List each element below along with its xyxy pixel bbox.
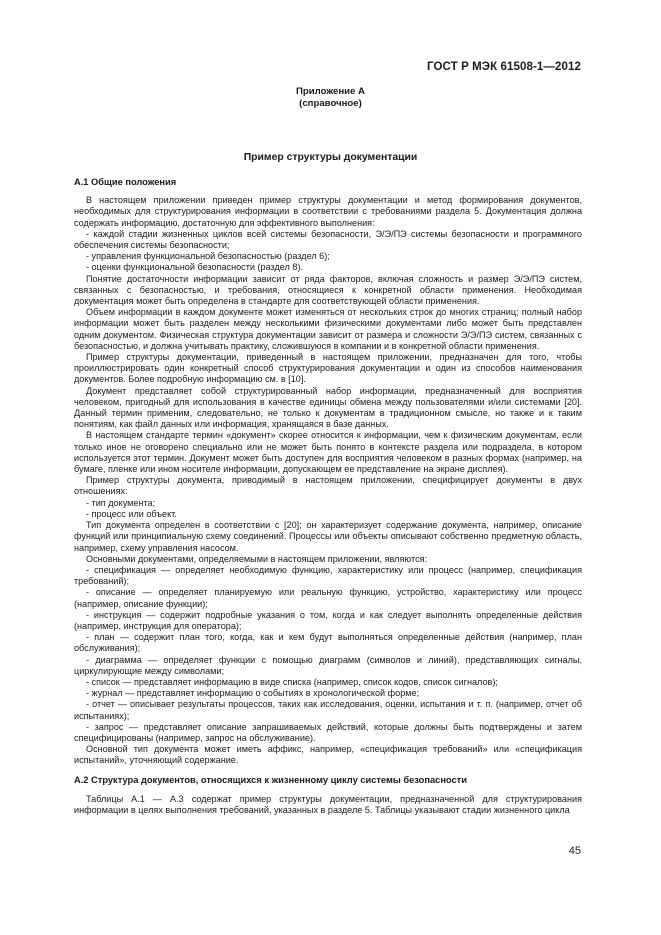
paragraph: Документ представляет собой структурированный набор информации, предназначенный для восприятия человеком, пригодный для использования в качестве единицы обмена между пользователями и/или системами [20]. Данный термин применим, следовательно, не только к документам в традиционном смысле, но также и к таким понятиям, как файл данных или информация, хранящаяся в базе данных. <box>74 385 582 430</box>
paragraph: - диаграмма — определяет функции с помощью диаграмм (символов и линий), представляющих сигналы, циркулирующие между символами; <box>74 654 582 676</box>
paragraph: Тип документа определен в соответствии с [20]; он характеризует содержание документа, например, описание функций или принципиальную схему соединений. Процессы или объекты описывают собственно предметную область, например, схему управления насосом. <box>74 520 582 553</box>
paragraph: В настоящем стандарте термин «документ» скорее относится к информации, чем к физическим документам, если только иное не оговорено специально или не может быть понято в контексте раздела или подраздела, в котором используется этот термин. Документ может быть доступен для восприятия человеком в разных формах (например, на бумаге, пленке или ином носителе информации, допускающем ее представление на экране дисплея). <box>74 430 582 475</box>
paragraph: - каждой стадии жизненных циклов всей системы безопасности, Э/Э/ПЭ системы безопасности и программного обеспечения системы безопасности; <box>74 228 582 251</box>
paragraph: - журнал — представляет информацию о событиях в хронологической форме; <box>86 688 420 699</box>
paragraph: - оценки функциональной безопасности (раздел 8). <box>86 262 303 273</box>
paragraph: - управления функциональной безопасностью (раздел 6); <box>86 251 330 262</box>
paragraph: - тип документа; <box>86 497 156 508</box>
paragraph: - процесс или объект. <box>86 508 177 519</box>
annex-subtitle: (справочное) <box>299 97 362 109</box>
section-a2-heading: А.2 Структура документов, относящихся к жизненному циклу системы безопасности <box>74 774 467 785</box>
standard-code: ГОСТ Р МЭК 61508-1—2012 <box>427 61 581 73</box>
paragraph: - список — представляет информацию в виде списка (например, список кодов, список сигналов); <box>86 676 498 687</box>
paragraph: Таблицы А.1 — А.3 содержат пример структуры документации, предназначенной для структурирования информации в целях выполнения требований, указанных в разделе 5. Таблицы указывают стадии жизненного цикла <box>74 793 582 815</box>
annex-heading <box>0 86 661 109</box>
section-a2-body <box>74 794 582 816</box>
paragraph: В настоящем приложении приведен пример структуры документации и метод формирования документов, необходимых для структурирования информации в соответствии с требованиями раздела 5. Документация должна содержать информацию, достаточную для эффективного выполнения: <box>74 195 582 228</box>
document-body <box>74 177 582 816</box>
section-a1-body <box>74 195 582 766</box>
annex-title: Приложение А <box>296 86 365 97</box>
paragraph: - план — содержит план того, когда, как и кем будут выполняться определенные действия (например, план обслуживания); <box>74 632 582 654</box>
section-title: Пример структуры документации <box>243 152 418 163</box>
paragraph: Основными документами, определяемыми в настоящем приложении, являются: <box>86 553 428 564</box>
paragraph: Пример структуры документа, приводимый в настоящем приложении, специфицирует документы в двух отношениях: <box>74 475 582 497</box>
paragraph: Объем информации в каждом документе может изменяться от нескольких строк до многих страниц; полный набор информации может быть разделен между несколькими физическими документами либо может быть представлен одним документом. Физическая структура документации зависит от размера и сложности Э/Э/ПЭ систем, связанных с безопасностью, и должна учитывать практику, сложившуюся в компании и в конкретной области применения. <box>74 307 582 351</box>
paragraph: Пример структуры документации, приведенный в настоящем приложении, предназначен для того, чтобы проиллюстрировать один конкретный способ структурирования документации и один из способов наименования документов. Более подробную информацию см. в [10]. <box>74 352 582 385</box>
paragraph: - спецификация — определяет необходимую функцию, характеристику или процесс (например, спецификация требований); <box>74 564 582 587</box>
paragraph: - отчет — описывает результаты процессов, таких как исследования, оценки, испытания и т. п. (например, отчет об испытаниях); <box>74 699 582 721</box>
section-a1-heading: А.1 Общие положения <box>74 177 177 187</box>
paragraph: Понятие достаточности информации зависит от ряда факторов, включая сложность и размер Э/Э/ПЭ систем, связанных с безопасностью, и требования, относящиеся к конкретной области применения. Необходимая документация может быть определена в стандарте для соответствующей области применения. <box>74 273 582 307</box>
page-number: 45 <box>568 845 581 857</box>
paragraph: - запрос — представляет описание запрашиваемых действий, которые должны быть подтверждены и затем специфицированы (например, запрос на обслуживание). <box>74 721 582 743</box>
paragraph: - инструкция — содержит подробные указания о том, когда и как следует выполнять определенные действия (например, инструкция для оператора); <box>74 609 582 631</box>
paragraph: Основной тип документа может иметь аффикс, например, «спецификация требований» или «спецификация испытаний», уточняющий содержание. <box>74 744 582 766</box>
paragraph: - описание — определяет планируемую или реальную функцию, устройство, характеристику или процесс (например, описание функции); <box>74 587 582 609</box>
